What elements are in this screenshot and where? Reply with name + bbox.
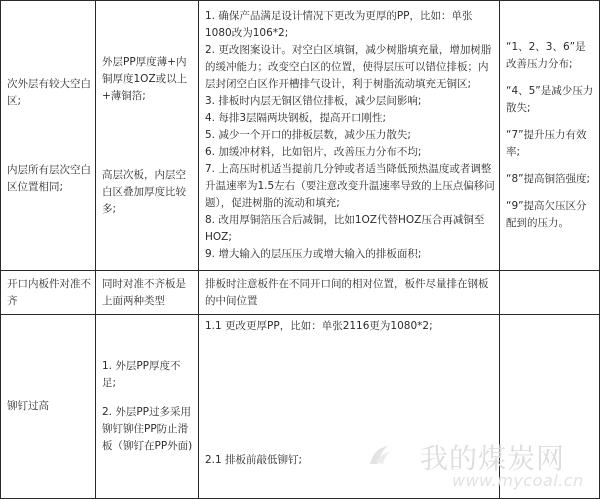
cause-text: 1. 外层PP厚度不足;: [102, 360, 181, 389]
measure-item: 2. 更改图案设计。对空白区填铜，减少树脂填充量，增加树脂的缓冲能力；改变空白区的位置，使得层压可以错位排板；内层封闭空白区作开槽排气设计，利于树脂流动填充无铜区;: [205, 44, 492, 90]
measure-cell: 排板时注意板件在不同开口间的相对位置，板件尽量排在钢板的中间位置: [199, 271, 500, 315]
cause-text: 外层PP厚度薄+内铜厚度1OZ或以上+薄铜箔;: [102, 55, 188, 102]
watermark-site-name: 我的煤炭网: [420, 442, 566, 475]
watermark-url: www.mycoal.cn: [452, 471, 584, 490]
measure-item: 2.1 排板前敲低铆钉;: [205, 454, 303, 466]
measure-item: 5. 减少一个开口的排板层数，减少压力散失;: [205, 129, 411, 141]
note-text: “4、5”是减少压力散失;: [506, 85, 594, 114]
measure-item: 7. 上高压时机适当提前几分钟或者适当降低预热温度或者调整升温速率为1.5左右（要注意改变升温速率导致的上压点偏移问题），促进树脂的流动和填充;: [205, 163, 495, 209]
note-text: “9”提高欠压区分配到的压力。: [506, 200, 587, 229]
problem-text: 次外层有较大空白区;: [7, 77, 91, 107]
cause-text: 2. 外层PP过多采用铆钉铆住PP防止滑板（铆钉在PP外面): [102, 406, 193, 452]
table-row: [1, 271, 600, 315]
note-text: “1、2、3、6”是改善压力分布;: [506, 41, 586, 70]
table-row: [1, 1, 600, 271]
measure-item: 3. 排板时内层无铜区错位排板，减少层间影响;: [205, 95, 422, 107]
measure-item: 1.1 更改更厚PP，比如：单张2116更为1080*2;: [205, 320, 433, 332]
problem-cell: 铆钉过高: [1, 315, 96, 499]
cause-cell: [96, 1, 199, 271]
problem-cell: 开口内板件对准不齐: [1, 271, 96, 315]
measure-item: 8. 改用厚铜箔压合后减铜，比如1OZ代替HOZ压合再减铜至HOZ;: [205, 214, 485, 243]
problem-cell: [1, 1, 96, 271]
measure-cell: [199, 1, 500, 271]
note-text: “8”提高铜箔强度;: [506, 173, 591, 185]
measure-item: 6. 加缓冲材料，比如铝片，改善压力分布不均;: [205, 146, 422, 158]
measure-item: 9. 增大输入的层压压力或增大输入的排板面积;: [205, 248, 422, 260]
note-cell: [500, 271, 600, 315]
table-row: [1, 315, 600, 499]
note-cell: [500, 315, 600, 499]
cause-text: 高层次板，内层空白区叠加厚度比较多;: [102, 168, 186, 215]
cause-cell: [96, 315, 199, 499]
problem-text: 内层所有层次空白区位置相同;: [7, 163, 91, 193]
measure-item: 4. 每排3层隔两块钢板，提高开口刚性;: [205, 112, 387, 124]
measure-cell: [199, 315, 500, 499]
measure-item: 1. 确保产品满足设计情况下更改为更厚的PP，比如：单张1080改为106*2;: [205, 10, 473, 39]
note-text: “7”提升压力有效率;: [506, 129, 587, 158]
note-cell: [500, 1, 600, 271]
cause-cell: 同时对准不齐板是上面两种类型: [96, 271, 199, 315]
